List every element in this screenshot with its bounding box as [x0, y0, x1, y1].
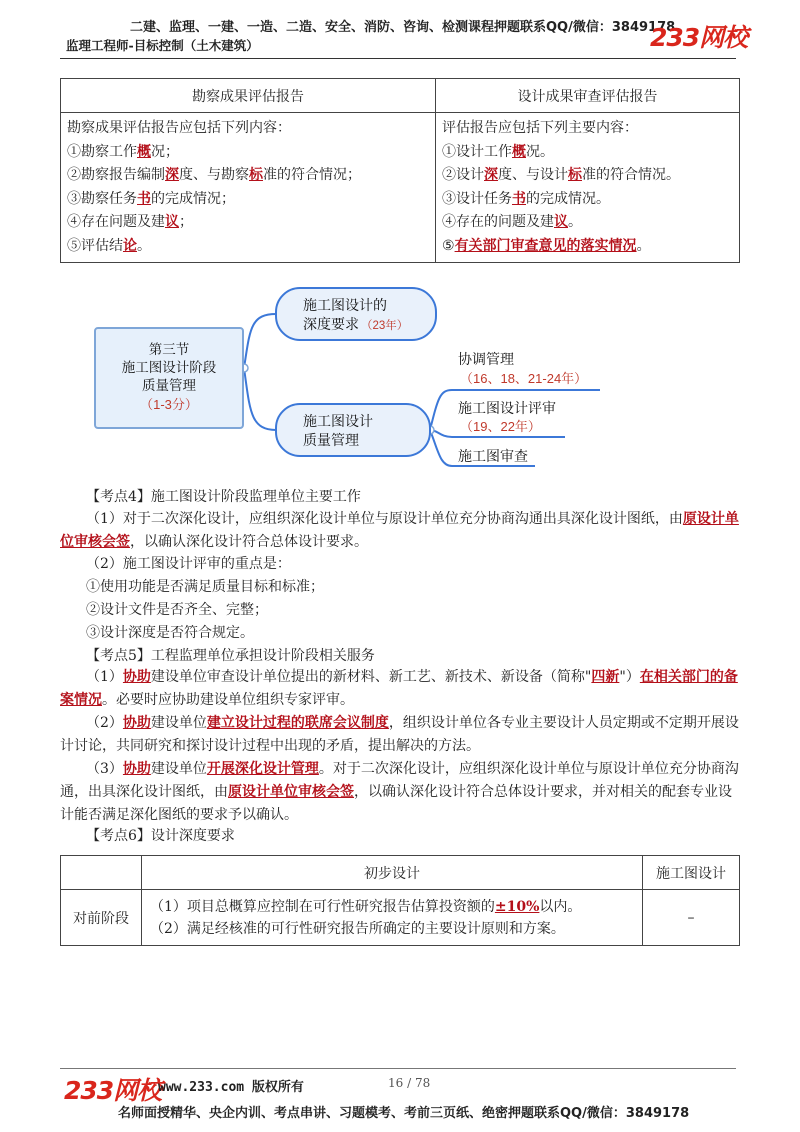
header-divider	[60, 58, 736, 59]
footer-divider	[60, 1068, 736, 1069]
connector-root-b1	[244, 314, 276, 368]
table-corner-cell	[61, 856, 142, 890]
mindmap-leaf-coordination-years: （16、18、21-24年）	[460, 371, 588, 386]
table-header-survey: 勘察成果评估报告	[61, 79, 436, 113]
table-cell-design	[436, 113, 740, 263]
list-item: 评估报告应包括下列主要内容：	[442, 120, 638, 136]
list-item: ③设计任务书的完成情况。	[442, 190, 610, 207]
mindmap-leaf-review-years: （19、22年）	[460, 419, 541, 434]
list-item: ①勘察工作概况；	[67, 143, 179, 160]
mindmap-branch2-line1: 施工图设计	[303, 413, 373, 429]
mindmap-root-line2: 施工图设计阶段	[121, 360, 217, 375]
list-item: ⑤评估结论。	[67, 237, 151, 254]
footer-site-link[interactable]: www.233.com 版权所有	[158, 1080, 304, 1095]
mindmap-leaf-inspection: 施工图审查	[458, 448, 528, 464]
table-cell-preliminary	[142, 890, 643, 946]
section5-para1: （1）协助建设单位审查设计单位提出的新材料、新工艺、新技术、新设备（简称"四新"）在相关部门的备案情况。必要时应协助建设单位组织专家评审。	[60, 669, 738, 708]
mindmap-branch1-line1: 施工图设计的	[303, 297, 387, 313]
mindmap-root-line3: 质量管理	[142, 378, 196, 393]
mindmap-leaf-coordination: 协调管理	[458, 351, 514, 367]
list-item: ②设计深度、与设计标准的符合情况。	[442, 167, 680, 183]
page-number: 16 / 78	[388, 1076, 431, 1090]
section4-point2: ②设计文件是否齐全、完整；	[86, 602, 268, 618]
list-item: （1）项目总概算应控制在可行性研究报告估算投资额的±10%以内。	[150, 898, 582, 915]
section5-para2: （2）协助建设单位建立设计过程的联席会议制度，组织设计单位各专业主要设计人员定期或不定期开展设计讨论，共同研究和探讨设计过程中出现的矛盾，提出解决的方法。	[60, 715, 739, 754]
list-item: ⑤有关部门审查意见的落实情况。	[442, 237, 651, 254]
mindmap-branch2-box	[276, 404, 430, 456]
table-row-label: 对前阶段	[61, 890, 142, 946]
table-header-design: 设计成果审查评估报告	[436, 79, 740, 113]
table-header-preliminary: 初步设计	[142, 856, 643, 890]
mindmap-leaf-review: 施工图设计评审	[458, 400, 556, 416]
header-subject-title: 监理工程师-目标控制（土木建筑）	[66, 38, 259, 53]
section4-title: 【考点4】施工图设计阶段监理单位主要工作	[86, 489, 361, 505]
list-item: ②勘察报告编制深度、与勘察标准的符合情况；	[67, 167, 361, 183]
mindmap-branch1-year: （23年）	[361, 320, 409, 332]
footer-brand-logo[interactable]: 233网校	[64, 1076, 162, 1105]
table-cell-construction: –	[643, 890, 740, 946]
list-item: ④存在问题及建议；	[67, 214, 193, 230]
table-header-construction: 施工图设计	[643, 856, 740, 890]
section5-title: 【考点5】工程监理单位承担设计阶段相关服务	[86, 648, 375, 664]
section4-point1: ①使用功能是否满足质量目标和标准；	[86, 579, 324, 595]
mindmap-root-line1: 第三节	[148, 342, 190, 357]
design-depth-table	[60, 855, 740, 946]
header-contact-line: 二建、监理、一建、一造、二造、安全、消防、咨询、检测课程押题联系QQ/微信：3849178	[130, 20, 676, 35]
mindmap-branch2-line2: 质量管理	[303, 432, 359, 448]
section6-title: 【考点6】设计深度要求	[86, 828, 235, 844]
list-item: ④存在的问题及建议。	[442, 214, 582, 230]
list-item: 勘察成果评估报告应包括下列内容：	[67, 120, 291, 136]
mindmap-branch1-box	[276, 288, 436, 340]
section4-point3: ③设计深度是否符合规定。	[86, 625, 254, 641]
section5-para3: （3）协助建设单位开展深化设计管理。对于二次深化设计，应组织深化设计单位与原设计单位充分协商沟通，出具深化设计图纸，由原设计单位审核会签，以确认深化设计符合总体设计要求，并对相关的配套专业设计能否满足深化图纸的要求予以确认。	[60, 761, 739, 823]
brand-logo[interactable]: 233网校	[650, 23, 748, 52]
table-cell-survey	[61, 113, 436, 263]
list-item: ③勘察任务书的完成情况；	[67, 190, 235, 207]
list-item: （2）满足经核准的可行性研究报告所确定的主要设计原则和方案。	[150, 920, 565, 937]
list-item: ①设计工作概况。	[442, 143, 554, 160]
connector-root-b2	[244, 368, 276, 430]
section4-para1: （1）对于二次深化设计，应组织深化设计单位与原设计单位充分协商沟通出具深化设计图纸，由原设计单位审核会签，以确认深化设计符合总体设计要求。	[60, 511, 739, 550]
mindmap	[0, 280, 800, 480]
comparison-table	[60, 78, 740, 263]
mindmap-branch1-line2: 深度要求	[303, 316, 359, 332]
mindmap-root-score: （1-3分）	[140, 397, 198, 412]
section4-para2: （2）施工图设计评审的重点是：	[86, 556, 291, 572]
footer-contact-line: 名师面授精华、央企内训、考点串讲、习题模考、考前三页纸、绝密押题联系QQ/微信：3849178	[118, 1106, 690, 1121]
